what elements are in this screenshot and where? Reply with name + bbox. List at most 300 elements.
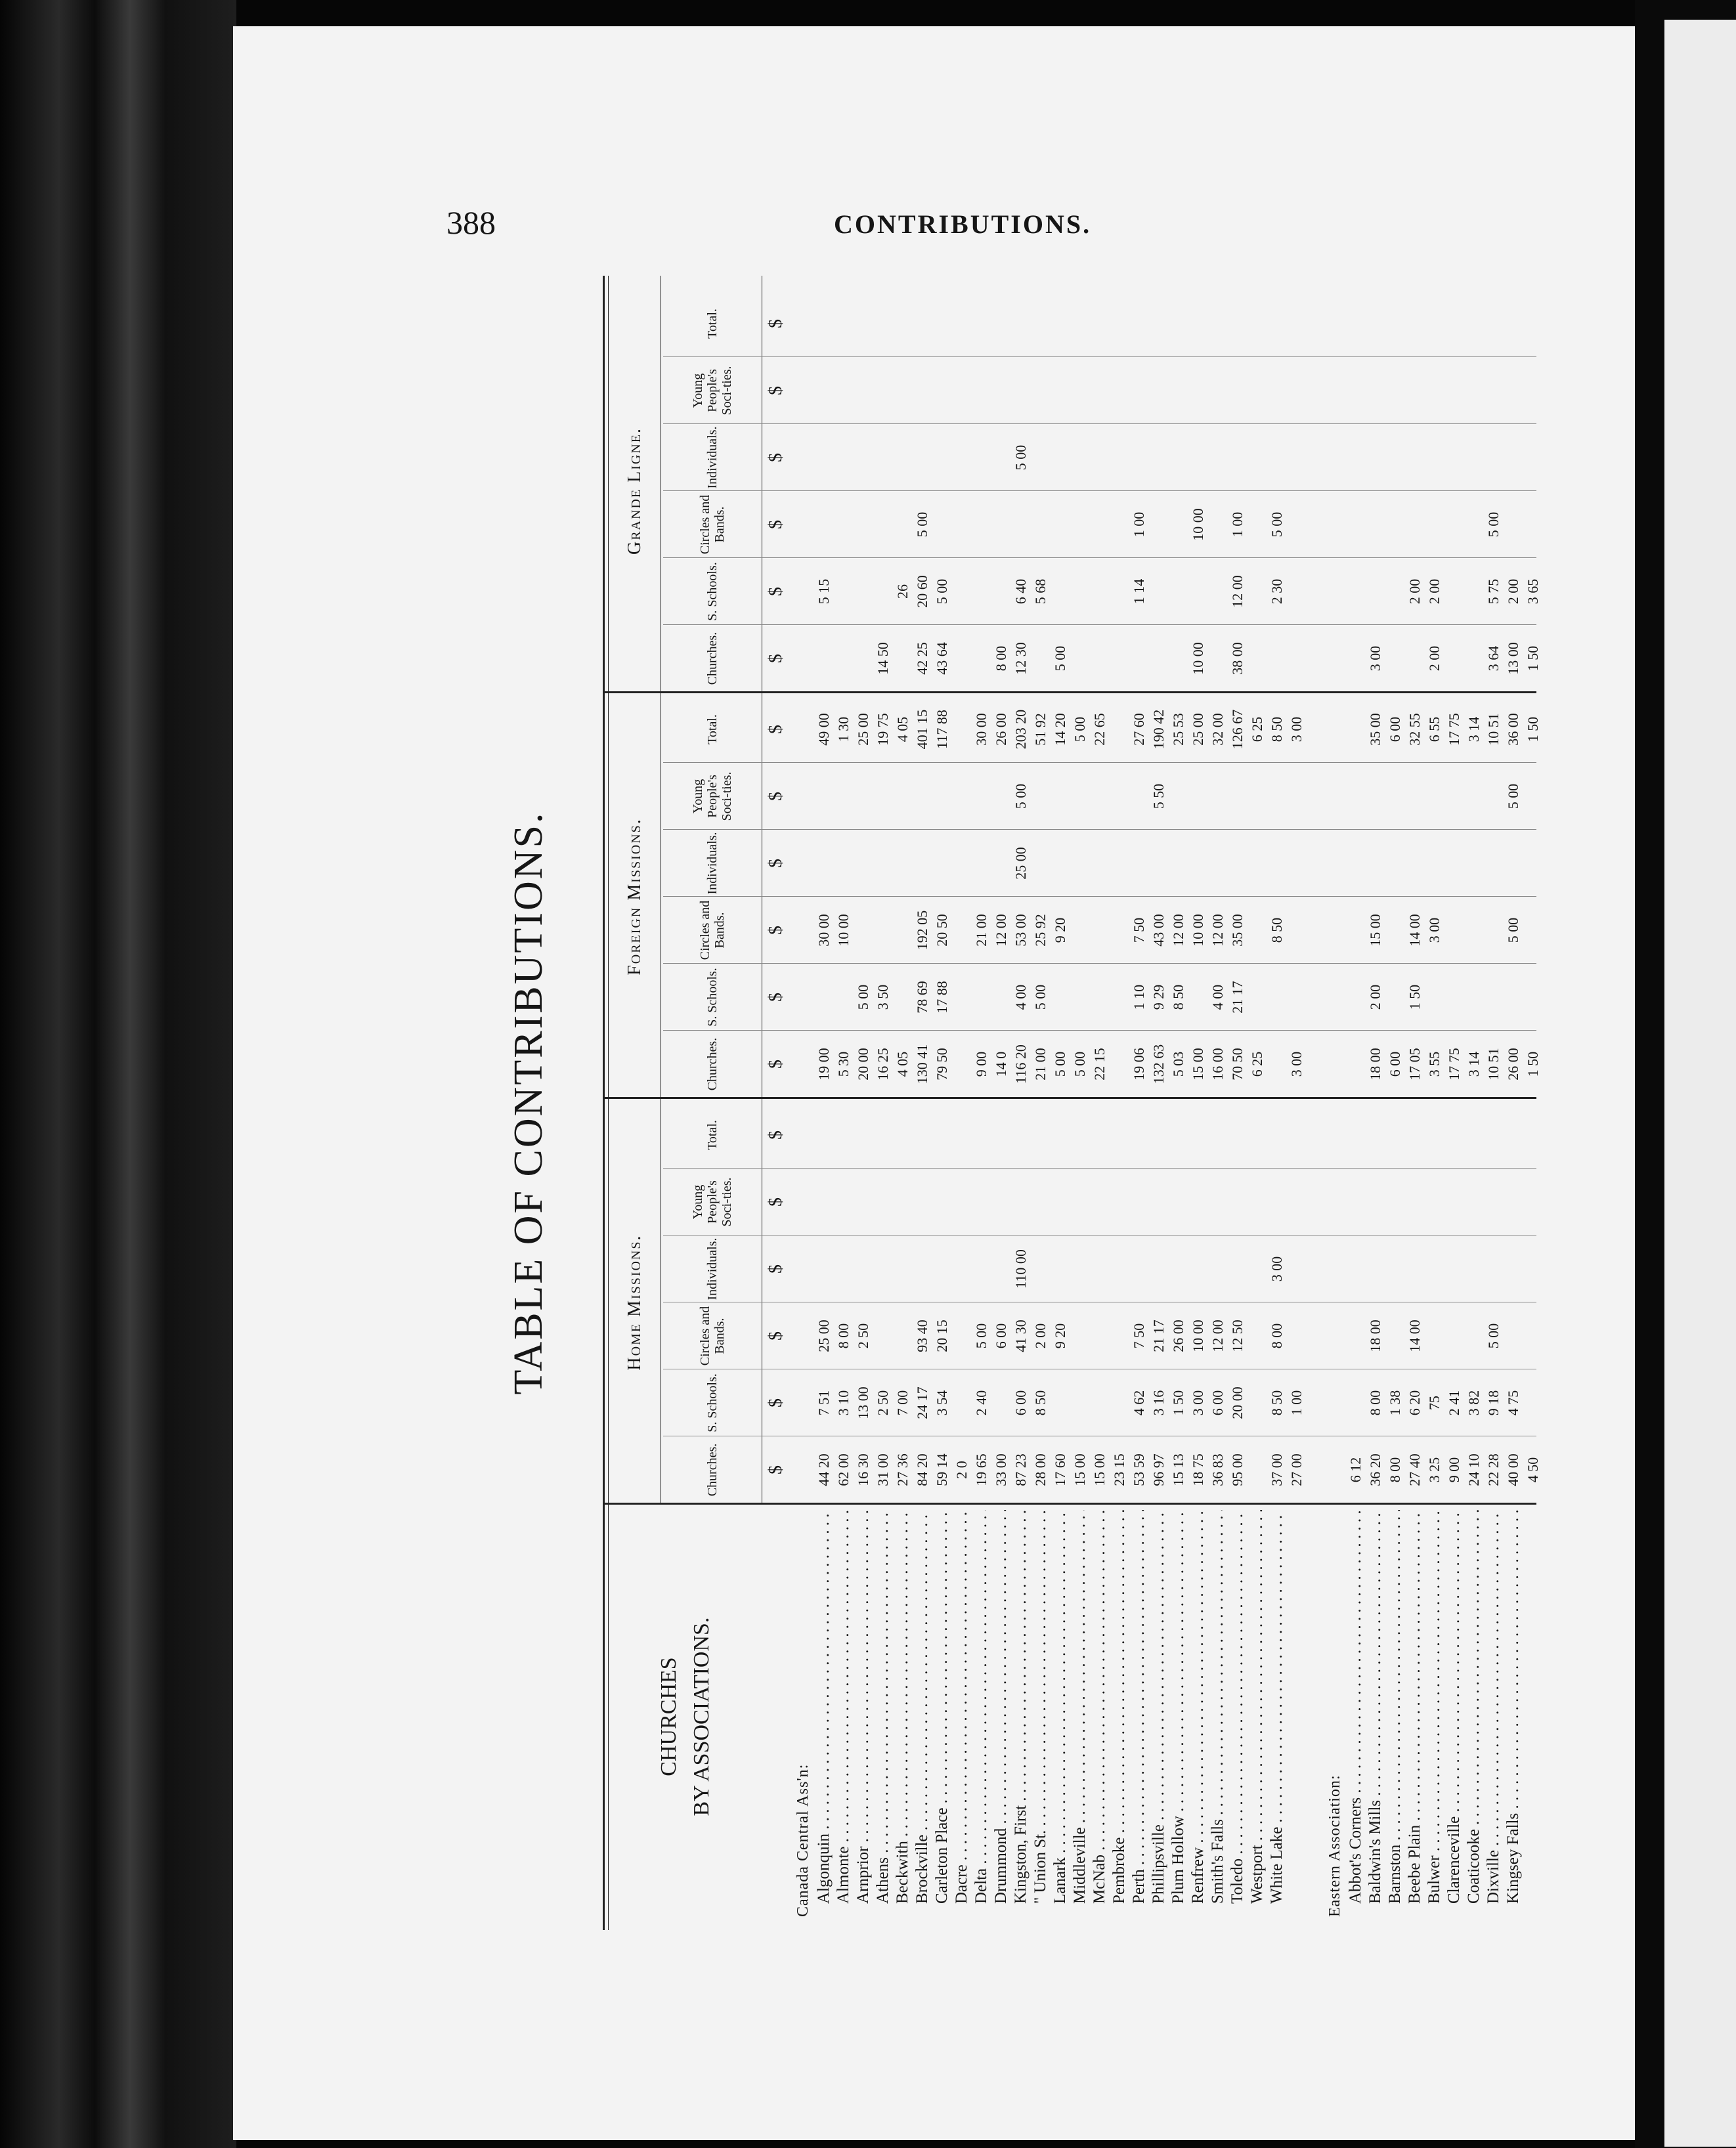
column-divider	[663, 557, 1536, 558]
column-header: Circles and Bands.	[698, 494, 727, 555]
amount-cell: 130 41	[914, 1044, 930, 1085]
table-title: TABLE OF CONTRIBUTIONS.	[506, 811, 551, 1395]
amount-cell: 14 50	[875, 642, 891, 675]
amount-cell: 12 50	[1229, 1320, 1246, 1352]
amount-cell: 31 00	[875, 1453, 891, 1486]
amount-cell: 3 00	[1288, 1051, 1305, 1077]
church-name-text: Beckwith	[894, 1841, 911, 1904]
church-name-text: Arnprior	[854, 1846, 872, 1904]
amount-cell: 5 15	[815, 578, 832, 605]
amount-cell: 5 03	[1170, 1051, 1186, 1077]
amount-cell: 25 92	[1032, 914, 1049, 947]
church-name-text: Carleton Place	[933, 1807, 951, 1904]
amount-cell: 32 00	[1209, 713, 1226, 746]
church-name-text: Almonte	[835, 1846, 852, 1904]
amount-cell: 20 00	[855, 1048, 871, 1081]
amount-cell: 14 00	[1406, 1320, 1423, 1352]
amount-cell: 18 00	[1367, 1320, 1383, 1352]
amount-cell: 7 50	[1131, 917, 1147, 943]
church-name	[1011, 1510, 1031, 1904]
amount-cell: 8 00	[835, 1323, 852, 1349]
amount-cell: 1 10	[1131, 984, 1147, 1010]
amount-cell: 36 83	[1209, 1453, 1226, 1486]
amount-cell: 10 00	[1190, 642, 1206, 675]
column-header: Individuals.	[705, 1237, 720, 1300]
amount-cell: 5 00	[1485, 1323, 1502, 1349]
column-divider	[663, 423, 1536, 424]
church-name-text: Drummond	[992, 1828, 1010, 1904]
column-divider	[663, 829, 1536, 830]
amount-cell: 1 30	[835, 716, 852, 742]
amount-cell: 12 30	[1012, 642, 1029, 675]
churches-heading	[609, 1503, 762, 1930]
amount-cell: 3 14	[1465, 1051, 1482, 1077]
church-name-text: Coaticooke	[1465, 1829, 1483, 1904]
amount-cell: 53 00	[1012, 914, 1029, 947]
amount-cell: 42 25	[914, 642, 930, 675]
amount-cell: 5 00	[934, 578, 950, 605]
amount-cell: 62 00	[835, 1453, 852, 1486]
amount-cell: 93 40	[914, 1320, 930, 1352]
church-name-text: Dixville	[1485, 1850, 1502, 1904]
book-binding	[0, 0, 236, 2148]
church-name-text: Dacre	[953, 1864, 970, 1904]
amount-cell: 19 65	[973, 1453, 989, 1486]
amount-cell: 1 00	[1131, 511, 1147, 538]
amount-cell: 5 75	[1485, 578, 1502, 605]
amount-cell: 10 51	[1485, 1048, 1502, 1081]
church-name-text: Brockville	[913, 1834, 931, 1904]
column-header: Young People's Soci-ties.	[691, 1177, 734, 1227]
amount-cell: 6 00	[1209, 1390, 1226, 1416]
amount-cell: 84 20	[914, 1453, 930, 1486]
amount-cell: 25 00	[1190, 713, 1206, 746]
church-name	[873, 1510, 893, 1904]
amount-cell: 28 00	[1032, 1453, 1049, 1486]
amount-cell: 6 12	[1347, 1457, 1364, 1483]
church-name	[1366, 1510, 1385, 1904]
church-name	[1228, 1510, 1248, 1904]
amount-cell: 6 40	[1012, 578, 1029, 605]
column-divider	[663, 624, 1536, 625]
amount-cell: 3 54	[934, 1390, 950, 1416]
amount-cell: 19 00	[815, 1048, 832, 1081]
dollar-sign: $	[766, 993, 786, 1002]
church-name-text: Perth	[1130, 1869, 1148, 1904]
amount-cell: 78 69	[914, 981, 930, 1014]
church-name-text: Phillipsville	[1150, 1824, 1167, 1904]
church-name-text: Middleville	[1071, 1827, 1089, 1904]
amount-cell: 14 0	[993, 1051, 1009, 1077]
church-name	[1385, 1510, 1405, 1904]
amount-cell: 18 00	[1367, 1048, 1383, 1081]
church-name	[1444, 1510, 1464, 1904]
amount-cell: 51 92	[1032, 713, 1049, 746]
group-home-missions: Home Missions.	[624, 1234, 645, 1371]
facing-page-paper	[1664, 20, 1736, 2147]
amount-cell: 17 05	[1406, 1048, 1423, 1081]
amount-cell: 1 00	[1288, 1390, 1305, 1416]
church-name	[1267, 1510, 1287, 1904]
amount-cell: 3 00	[1367, 645, 1383, 672]
amount-cell: 1 50	[1525, 645, 1541, 672]
church-name-text: Westport	[1248, 1845, 1266, 1904]
dollar-sign: $	[766, 319, 786, 328]
amount-cell: 17 60	[1052, 1453, 1068, 1486]
amount-cell: 3 00	[1426, 917, 1443, 943]
church-name	[1425, 1510, 1444, 1904]
amount-cell: 117 88	[934, 710, 950, 749]
amount-cell: 44 20	[815, 1453, 832, 1486]
amount-cell: 24 10	[1465, 1453, 1482, 1486]
amount-cell: 9 29	[1150, 984, 1167, 1010]
dollar-sign: $	[766, 1398, 786, 1407]
amount-cell: 8 50	[1269, 1390, 1285, 1416]
amount-cell: 3 14	[1465, 716, 1482, 742]
page-number: 388	[446, 204, 496, 241]
church-name	[1464, 1510, 1484, 1904]
church-name	[1110, 1510, 1129, 1904]
contributions-table	[506, 276, 1543, 1930]
amount-cell: 5 00	[1505, 783, 1521, 809]
top-rule	[603, 276, 605, 1930]
amount-cell: 1 38	[1387, 1390, 1403, 1416]
amount-cell: 4 05	[894, 716, 911, 742]
amount-cell: 49 00	[815, 713, 832, 746]
amount-cell: 116 20	[1012, 1044, 1029, 1084]
amount-cell: 36 00	[1505, 713, 1521, 746]
amount-cell: 35 00	[1229, 914, 1246, 947]
amount-cell: 75	[1426, 1396, 1443, 1410]
amount-cell: 4 62	[1131, 1390, 1147, 1416]
column-header: Total.	[705, 309, 720, 339]
amount-cell: 8 00	[1269, 1323, 1285, 1349]
church-name	[834, 1510, 854, 1904]
column-header: S. Schools.	[705, 968, 720, 1027]
amount-cell: 9 00	[973, 1051, 989, 1077]
amount-cell: 26 00	[1170, 1320, 1186, 1352]
amount-cell: 5 00	[1072, 1051, 1088, 1077]
church-name-text: Baldwin's Mills	[1366, 1800, 1384, 1904]
amount-cell: 20 50	[934, 914, 950, 947]
amount-cell: 8 50	[1269, 716, 1285, 742]
church-name-text: Lanark	[1051, 1857, 1069, 1904]
column-header: S. Schools.	[705, 562, 720, 621]
church-name-text: Kingston, First	[1012, 1805, 1030, 1904]
amount-cell: 5 50	[1150, 783, 1167, 809]
church-name	[1031, 1510, 1051, 1904]
amount-cell: 17 75	[1446, 1048, 1462, 1081]
church-name	[1169, 1510, 1188, 1904]
amount-cell: 2 00	[1032, 1323, 1049, 1349]
amount-cell: 26 00	[993, 713, 1009, 746]
amount-cell: 5 00	[1052, 645, 1068, 672]
amount-cell: 16 00	[1209, 1048, 1226, 1081]
amount-cell: 1 50	[1525, 716, 1541, 742]
column-header: Total.	[705, 714, 720, 744]
church-name	[1346, 1510, 1366, 1904]
church-name	[1129, 1510, 1149, 1904]
group-divider	[604, 1503, 1536, 1505]
amount-cell: 87 23	[1012, 1453, 1029, 1486]
amount-cell: 9 20	[1052, 917, 1068, 943]
amount-cell: 6 00	[993, 1323, 1009, 1349]
amount-cell: 23 15	[1111, 1453, 1127, 1486]
amount-cell: 21 17	[1229, 981, 1246, 1014]
amount-cell: 25 00	[855, 713, 871, 746]
amount-cell: 27 60	[1131, 713, 1147, 746]
amount-cell: 25 53	[1170, 713, 1186, 746]
amount-cell: 1 50	[1170, 1390, 1186, 1416]
amount-cell: 12 00	[1209, 1320, 1226, 1352]
church-name-text: Beebe Plain	[1406, 1824, 1423, 1904]
amount-cell: 1 14	[1131, 578, 1147, 605]
amount-cell: 2 50	[875, 1390, 891, 1416]
amount-cell: 36 20	[1367, 1453, 1383, 1486]
amount-cell: 8 00	[993, 645, 1009, 672]
amount-cell: 14 00	[1406, 914, 1423, 947]
amount-cell: 26	[894, 584, 911, 599]
amount-cell: 5 00	[1485, 511, 1502, 538]
amount-cell: 3 16	[1150, 1390, 1167, 1416]
amount-cell: 3 00	[1190, 1390, 1206, 1416]
amount-cell: 30 00	[973, 713, 989, 746]
column-divider	[663, 762, 1536, 763]
dollar-sign: $	[766, 587, 786, 596]
dollar-sign: $	[766, 520, 786, 529]
amount-cell: 38 00	[1229, 642, 1246, 675]
amount-cell: 16 30	[855, 1453, 871, 1486]
amount-cell: 2 00	[1406, 578, 1423, 605]
amount-cell: 401 15	[914, 709, 930, 750]
amount-cell: 15 00	[1367, 914, 1383, 947]
group-foreign-missions: Foreign Missions.	[624, 818, 645, 976]
amount-cell: 110 00	[1012, 1249, 1029, 1289]
amount-cell: 12 00	[1170, 914, 1186, 947]
amount-cell: 132 63	[1150, 1044, 1167, 1085]
church-name	[972, 1510, 991, 1904]
amount-cell: 3 55	[1426, 1051, 1443, 1077]
amount-cell: 4 50	[1525, 1457, 1541, 1483]
association-title: Canada Central Ass'n:	[794, 1763, 812, 1917]
amount-cell: 22 65	[1091, 713, 1108, 746]
dollar-sign: $	[766, 1264, 786, 1274]
group-grande-ligne: Grande Ligne.	[624, 427, 645, 555]
amount-cell: 5 00	[1012, 783, 1029, 809]
amount-cell: 27 36	[894, 1453, 911, 1486]
church-name-text: Delta	[972, 1868, 990, 1904]
dollar-sign: $	[766, 1331, 786, 1341]
amount-cell: 15 00	[1091, 1453, 1108, 1486]
churches-heading-line2: BY ASSOCIATIONS.	[689, 1617, 714, 1816]
amount-cell: 4 00	[1209, 984, 1226, 1010]
amount-cell: 95 00	[1229, 1453, 1246, 1486]
amount-cell: 15 13	[1170, 1453, 1186, 1486]
top-rule-thin	[608, 276, 609, 1930]
amount-cell: 43 64	[934, 642, 950, 675]
amount-cell: 25 00	[1012, 847, 1029, 880]
column-divider	[663, 490, 1536, 491]
amount-cell: 8 00	[1387, 1457, 1403, 1483]
group-divider	[604, 1097, 1536, 1099]
amount-cell: 5 00	[855, 984, 871, 1010]
column-header: Churches.	[705, 632, 720, 685]
amount-cell: 8 00	[1367, 1390, 1383, 1416]
amount-cell: 96 97	[1150, 1453, 1167, 1486]
amount-cell: 3 50	[875, 984, 891, 1010]
amount-cell: 5 00	[1052, 1051, 1068, 1077]
amount-cell: 37 00	[1269, 1453, 1285, 1486]
amount-cell: 19 75	[875, 713, 891, 746]
amount-cell: 21 00	[973, 914, 989, 947]
church-name-text: Algonquin	[815, 1834, 833, 1904]
church-name-text: Kingsey Falls	[1504, 1813, 1522, 1904]
dollar-sign: $	[766, 1465, 786, 1474]
amount-cell: 40 00	[1505, 1453, 1521, 1486]
amount-cell: 53 59	[1131, 1453, 1147, 1486]
amount-cell: 22 28	[1485, 1453, 1502, 1486]
amount-cell: 8 50	[1170, 984, 1186, 1010]
dollar-sign: $	[766, 1130, 786, 1140]
column-divider	[663, 1030, 1536, 1031]
amount-cell: 7 50	[1131, 1323, 1147, 1349]
column-header: Churches.	[705, 1443, 720, 1497]
amount-cell: 21 00	[1032, 1048, 1049, 1081]
amount-cell: 3 00	[1288, 716, 1305, 742]
amount-cell: 20 00	[1229, 1386, 1246, 1419]
amount-cell: 9 00	[1446, 1457, 1462, 1483]
amount-cell: 5 00	[1032, 984, 1049, 1010]
amount-cell: 21 17	[1150, 1320, 1167, 1352]
church-name-text: " Union St.	[1031, 1830, 1049, 1904]
dollar-sign: $	[766, 792, 786, 801]
amount-cell: 2 00	[1367, 984, 1383, 1010]
amount-cell: 70 50	[1229, 1048, 1246, 1081]
amount-cell: 20 15	[934, 1320, 950, 1352]
amount-cell: 3 00	[1269, 1256, 1285, 1282]
church-name	[1208, 1510, 1228, 1904]
column-header: Young People's Soci-ties.	[691, 771, 734, 821]
dollar-sign: $	[766, 926, 786, 935]
column-divider	[663, 963, 1536, 964]
amount-cell: 5 00	[1269, 511, 1285, 538]
church-name	[991, 1510, 1011, 1904]
church-name	[1504, 1510, 1523, 1904]
amount-cell: 7 00	[894, 1390, 911, 1416]
amount-cell: 7 51	[815, 1390, 832, 1416]
amount-cell: 5 00	[1072, 716, 1088, 742]
amount-cell: 3 65	[1525, 578, 1541, 605]
church-name-text: Clarenceville	[1445, 1816, 1463, 1904]
amount-cell: 1 50	[1406, 984, 1423, 1010]
amount-cell: 16 25	[875, 1048, 891, 1081]
amount-cell: 5 30	[835, 1051, 852, 1077]
dollar-sign: $	[766, 859, 786, 868]
church-name	[932, 1510, 952, 1904]
amount-cell: 26 00	[1505, 1048, 1521, 1081]
amount-cell: 12 00	[993, 914, 1009, 947]
church-name-text: Smith's Falls	[1209, 1819, 1226, 1904]
amount-cell: 2 50	[855, 1323, 871, 1349]
amount-cell: 3 10	[835, 1390, 852, 1416]
amount-cell: 6 00	[1387, 716, 1403, 742]
amount-cell: 10 51	[1485, 713, 1502, 746]
amount-cell: 2 00	[1426, 645, 1443, 672]
amount-cell: 5 00	[914, 511, 930, 538]
amount-cell: 126 67	[1229, 709, 1246, 750]
amount-cell: 43 00	[1150, 914, 1167, 947]
amount-cell: 6 20	[1406, 1390, 1423, 1416]
column-header: Circles and Bands.	[698, 1306, 727, 1366]
amount-cell: 27 00	[1288, 1453, 1305, 1486]
amount-cell: 13 00	[1505, 642, 1521, 675]
amount-cell: 5 00	[1012, 444, 1029, 471]
amount-cell: 8 50	[1032, 1390, 1049, 1416]
church-name	[1070, 1510, 1090, 1904]
amount-cell: 18 75	[1190, 1453, 1206, 1486]
amount-cell: 79 50	[934, 1048, 950, 1081]
dollar-sign: $	[766, 386, 786, 395]
amount-cell: 9 18	[1485, 1390, 1502, 1416]
amount-cell: 15 00	[1072, 1453, 1088, 1486]
church-name-text: Athens	[874, 1857, 892, 1904]
dollar-sign: $	[766, 725, 786, 734]
amount-cell: 10 00	[835, 914, 852, 947]
column-header: Individuals.	[705, 426, 720, 489]
church-name	[893, 1510, 913, 1904]
amount-cell: 20 60	[914, 575, 930, 608]
church-name	[814, 1510, 834, 1904]
amount-cell: 3 25	[1426, 1457, 1443, 1483]
amount-cell: 2 41	[1446, 1390, 1462, 1416]
amount-cell: 25 00	[815, 1320, 832, 1352]
church-name-text: Toledo	[1228, 1858, 1246, 1904]
group-divider	[604, 691, 1536, 693]
amount-cell: 10 00	[1190, 508, 1206, 541]
church-name	[1248, 1510, 1267, 1904]
amount-cell: 203 20	[1012, 709, 1029, 750]
amount-cell: 2 40	[973, 1390, 989, 1416]
amount-cell: 1 50	[1525, 1051, 1541, 1077]
church-name-text: White Lake	[1268, 1826, 1286, 1904]
church-name	[1188, 1510, 1208, 1904]
running-head: CONTRIBUTIONS.	[834, 209, 1092, 239]
amount-cell: 4 00	[1012, 984, 1029, 1010]
amount-cell: 10 00	[1190, 1320, 1206, 1352]
amount-cell: 4 75	[1505, 1390, 1521, 1416]
church-name	[1051, 1510, 1070, 1904]
amount-cell: 2 0	[953, 1461, 970, 1479]
association-title: Eastern Association:	[1326, 1774, 1343, 1917]
amount-cell: 8 50	[1269, 917, 1285, 943]
amount-cell: 6 00	[1387, 1051, 1403, 1077]
church-name-text: Bulwer	[1425, 1855, 1443, 1904]
dollar-sign: $	[766, 1060, 786, 1069]
amount-cell: 17 88	[934, 981, 950, 1014]
amount-cell: 9 20	[1052, 1323, 1068, 1349]
church-name	[1090, 1510, 1110, 1904]
amount-cell: 22 15	[1091, 1048, 1108, 1081]
amount-cell: 17 75	[1446, 713, 1462, 746]
amount-cell: 41 30	[1012, 1320, 1029, 1352]
amount-cell: 10 00	[1190, 914, 1206, 947]
amount-cell: 14 20	[1052, 713, 1068, 746]
amount-cell: 3 64	[1485, 645, 1502, 672]
amount-cell: 5 00	[1505, 917, 1521, 943]
amount-cell: 12 00	[1209, 914, 1226, 947]
dollar-sign: $	[766, 654, 786, 663]
church-name	[1149, 1510, 1169, 1904]
